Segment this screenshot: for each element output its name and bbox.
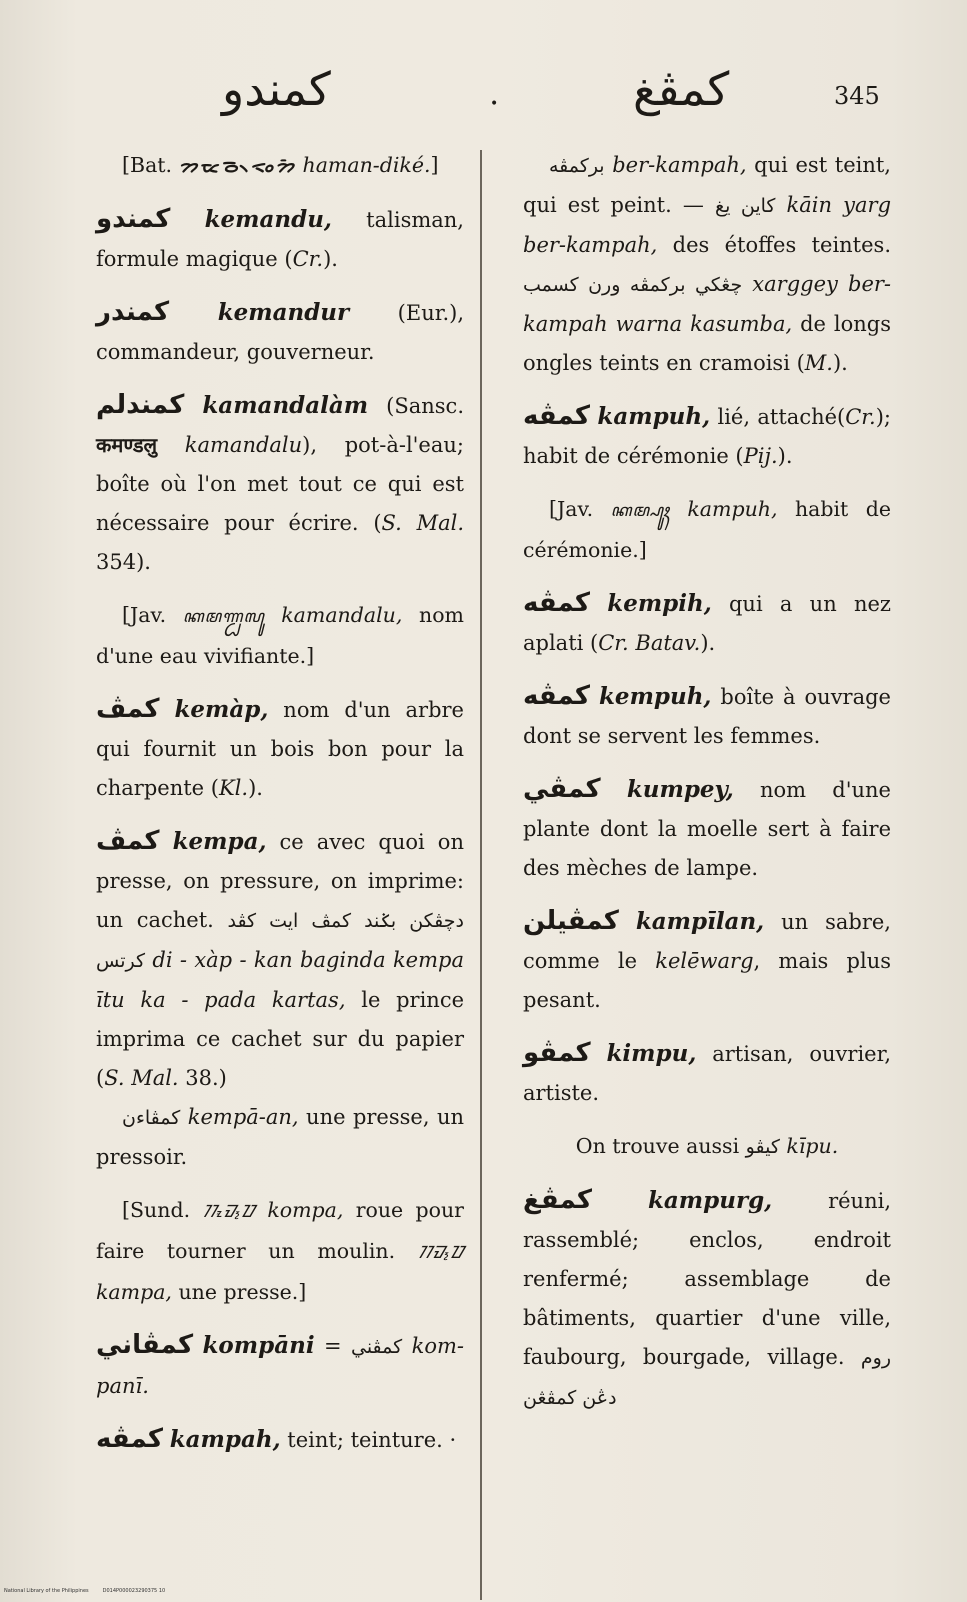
- arabic-headword: كمڤغ: [523, 1185, 593, 1215]
- arabic-example-2: چڠكي بركمڤه ورن كسمب: [523, 274, 743, 296]
- cross-reference: kelēwarg: [655, 949, 754, 973]
- entry-kempih: [523, 584, 891, 663]
- definition-end: une presse.]: [171, 1280, 307, 1304]
- entry-jav-kamandalu: [96, 596, 464, 676]
- source: S. Mal.: [104, 1066, 179, 1090]
- header-dot: •: [490, 96, 499, 112]
- definition: nom d'une plante dont la moelle sert à faire des mèches de lampe.: [523, 778, 891, 880]
- note-text: On trouve aussi: [575, 1134, 746, 1158]
- entry-sund-kompa: [96, 1191, 464, 1312]
- entry-bat-note: [96, 146, 464, 186]
- arabic-headword: كمڤ: [96, 694, 160, 724]
- definition: lié, attaché(: [710, 405, 846, 429]
- headword: kemandu,: [204, 206, 332, 233]
- entry-kompani: [96, 1326, 464, 1406]
- equals: =: [314, 1334, 351, 1358]
- left-running-head: كمندو: [222, 62, 331, 116]
- entry-kampung: [523, 1181, 891, 1418]
- definition-end: 354).: [96, 550, 151, 574]
- entry-kampilan: [523, 902, 891, 1020]
- translit-example: di - xàp - kan baginda kempa ītu ka - pada kartas,: [96, 948, 464, 1012]
- headword: kumpey,: [626, 776, 734, 803]
- translit: kamandalu: [157, 433, 303, 457]
- arabic-derivative: كمڤاءن: [122, 1107, 181, 1129]
- definition: ce avec quoi on presse, on pressure, on imprime: un cachet.: [96, 830, 464, 932]
- arabic-headword: كمندلم: [96, 390, 185, 420]
- arabic-variant: كمڤني: [350, 1336, 403, 1358]
- arabic-example: روم دڠن كمڤڠن: [523, 1347, 891, 1409]
- arabic-headword: كمڤه: [523, 681, 591, 711]
- note-open: [Bat.: [122, 153, 179, 177]
- entry-kamandalam: [96, 386, 464, 582]
- headword: kempuh,: [599, 683, 712, 710]
- arabic-headword: كمڤه: [523, 401, 591, 431]
- headword: kempih,: [607, 590, 712, 617]
- arabic-headword: كمندر: [96, 297, 170, 327]
- javanese-script: ꦏꦩ꧀ꦥꦸꦃ: [610, 501, 670, 521]
- definition: talisman, formule magique (: [96, 208, 464, 271]
- translit: haman-diké.: [302, 153, 431, 177]
- right-running-head: كمڤغ: [633, 62, 730, 116]
- translit: kempā-an,: [180, 1105, 299, 1129]
- translit: kīpu.: [779, 1134, 839, 1158]
- arabic-headword: كمڤ: [96, 826, 160, 856]
- translit: ber-kampah,: [604, 153, 747, 177]
- source: Cr.: [845, 405, 876, 429]
- note-open: [Sund.: [122, 1198, 203, 1222]
- definition-cont-2: de longs ongles teints en cramoisi (: [523, 312, 891, 375]
- definition: teint; teinture.: [280, 1428, 450, 1452]
- arabic-derivative: بركمڤه: [549, 155, 605, 177]
- entry-kempa: [96, 822, 464, 1177]
- translit: kamandalu,: [264, 603, 403, 627]
- definition: roue pour faire tourner un moulin.: [96, 1198, 464, 1263]
- definition: artisan, ouvrier, artiste.: [523, 1042, 891, 1105]
- entry-kampuh: [523, 397, 891, 476]
- entry-kemandur: [96, 293, 464, 372]
- definition-end: ).: [323, 247, 338, 271]
- definition-end: 38.): [178, 1066, 227, 1090]
- definition: une presse, un pressoir.: [96, 1105, 464, 1169]
- translit: kompa,: [255, 1198, 344, 1222]
- arabic-headword: كمڤه: [96, 1424, 164, 1454]
- definition-end: ).: [248, 776, 263, 800]
- translit: kampuh,: [669, 497, 778, 521]
- definition: (Sansc.: [368, 394, 464, 418]
- sundanese-script: ᮊᮧᮙ᮪ᮕ: [202, 1202, 255, 1222]
- source: Kl.: [218, 776, 249, 800]
- translit-2: kampa,: [96, 1280, 172, 1304]
- translit-example: kāin yarg ber-kampah,: [523, 193, 892, 257]
- entry-ber-kampah: [523, 146, 891, 383]
- arabic-example: دچڤكن بݢند كمڤ ايت كڤد كرتس: [96, 910, 464, 972]
- headword: kemandur: [217, 299, 350, 326]
- entry-kemap: [96, 690, 464, 808]
- entry-kipu-note: [523, 1127, 891, 1167]
- headword: kimpu,: [606, 1040, 697, 1067]
- definition: habit de cérémonie.]: [523, 497, 891, 562]
- headword: kampuh,: [597, 403, 711, 430]
- source: Cr.: [292, 247, 324, 271]
- definition: nom d'une eau vivifiante.]: [96, 603, 464, 668]
- arabic-headword: كمڤه: [523, 588, 591, 618]
- headword: kampurg,: [647, 1187, 773, 1214]
- arabic-headword: كمڤيلن: [523, 906, 619, 936]
- definition-cont: des étoffes teintes.: [657, 233, 891, 257]
- definition-end: , mais plus pesant.: [523, 949, 891, 1012]
- definition: un sabre, comme le: [523, 910, 891, 973]
- source: M.: [804, 351, 833, 375]
- scan-code: D014P000023290375 10: [102, 1588, 166, 1594]
- headword: kampah,: [169, 1426, 281, 1453]
- headword: kempa,: [172, 828, 267, 855]
- definition-end: ).: [777, 444, 793, 468]
- arabic-example: كاين يغ: [714, 195, 776, 217]
- javanese-script: ꦏꦩꦟ꧀ꦝꦭꦸ: [182, 607, 265, 627]
- sundanese-script-2: ᮊᮙ᮪ᮕ: [417, 1243, 464, 1263]
- definition-end: ).: [832, 351, 848, 375]
- devanagari-word: कमण्डलु: [96, 433, 158, 457]
- left-column: [96, 146, 464, 1474]
- batak-script: ᯂᯔᯉ᯲ᯑᯪᯂᯩ: [178, 156, 296, 177]
- definition: boîte à ouvrage dont se servent les femmes.: [523, 685, 891, 748]
- entry-kampah: [96, 1420, 464, 1460]
- entry-kumpey: [523, 770, 891, 888]
- entry-kempuh: [523, 677, 891, 756]
- source-2: Pij.: [743, 444, 778, 468]
- definition-cont: le prince imprima ce cachet sur du papier (: [96, 988, 465, 1090]
- arabic-headword: كمندو: [96, 204, 171, 234]
- source: Cr. Batav.: [598, 631, 701, 655]
- arabic-headword: كمڤاني: [96, 1330, 194, 1360]
- note-open: [Jav.: [122, 603, 183, 627]
- entry-kemandu: [96, 200, 464, 279]
- headword: kompāni: [202, 1332, 315, 1359]
- scan-footer: [4, 1588, 179, 1594]
- note-open: [Jav.: [549, 497, 611, 521]
- definition: (Eur.), commandeur, gouverneur.: [96, 301, 464, 364]
- definition-cont: ); habit de cérémonie (: [523, 405, 891, 468]
- definition: nom d'un arbre qui fournit un bois bon pour la charpente (: [96, 698, 464, 800]
- definition: qui est teint, qui est peint. —: [523, 153, 891, 217]
- headword: kamandalàm: [202, 392, 369, 419]
- entry-kimpu: [523, 1034, 891, 1113]
- note-close: ]: [430, 153, 439, 177]
- arabic-headword: كمڤي: [523, 774, 601, 804]
- translit-example-2: xarggey ber-kampah warna kasumba,: [523, 272, 892, 336]
- translit: kom-panī.: [96, 1334, 464, 1398]
- entry-jav-kampuh: [523, 490, 891, 570]
- library-credit: National Library of the Philippines: [4, 1588, 89, 1594]
- definition-end: ).: [700, 631, 716, 655]
- definition: qui a un nez aplati (: [523, 592, 891, 655]
- source: S. Mal.: [381, 511, 464, 535]
- headword: kemàp,: [174, 696, 269, 723]
- definition: réuni, rassemblé; enclos, endroit renfermé; assemblage de bâtiments, quartier d'une ville, faubourg, bourgade, village.: [523, 1189, 891, 1369]
- right-column: [523, 146, 891, 1432]
- arabic-headword: كمڤو: [523, 1038, 591, 1068]
- definition-cont: ), pot-à-l'eau; boîte où l'on met tout ce qui est nécessaire pour écrire. (: [96, 433, 464, 535]
- page-number: 345: [834, 82, 880, 110]
- headword: kampīlan,: [635, 908, 765, 935]
- column-divider: [480, 150, 482, 1600]
- stray-mark: ·: [449, 1428, 457, 1452]
- arabic-variant: كيڤو: [745, 1136, 780, 1158]
